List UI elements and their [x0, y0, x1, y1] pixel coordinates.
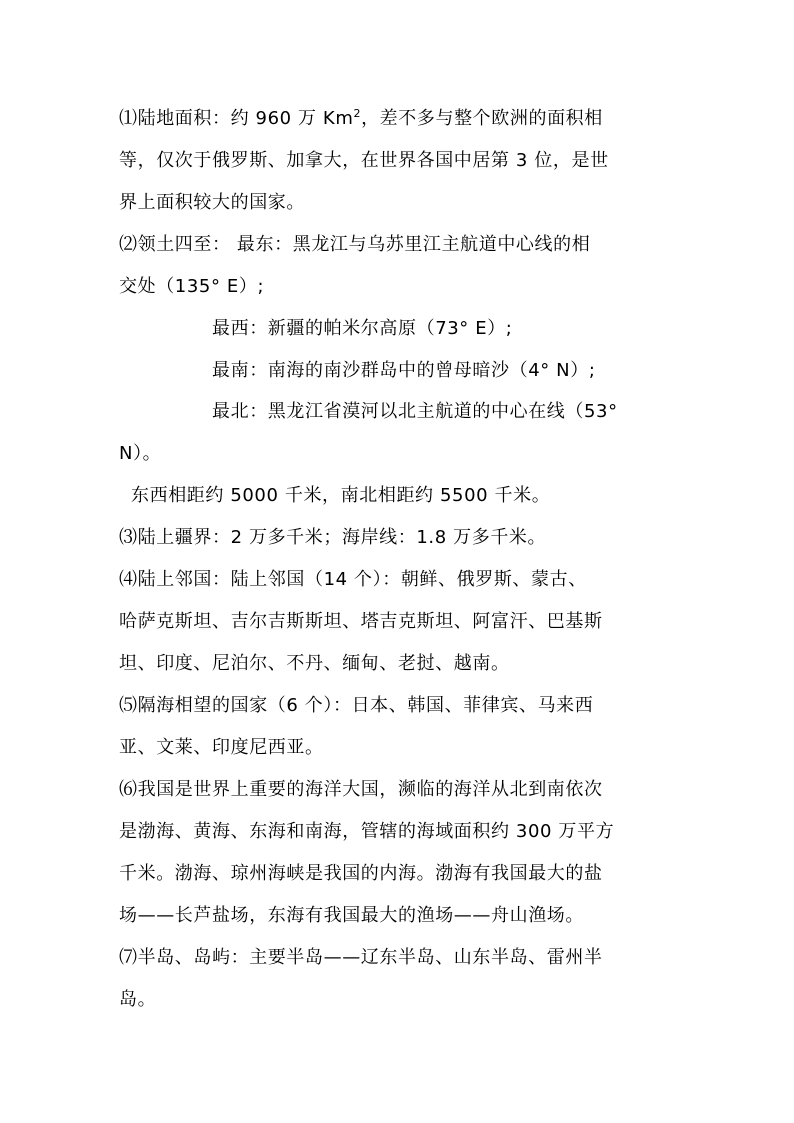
- p4-line-1: ⑷陆上邻国：陆上邻国（14 个）：朝鲜、俄罗斯、蒙古、: [119, 569, 587, 590]
- p6-line-1: ⑹我国是世界上重要的海洋大国，濒临的海洋从北到南依次: [119, 779, 603, 800]
- p6-line-2: 是渤海、黄海、东海和南海，管辖的海域面积约 300 万平方: [119, 821, 615, 842]
- p3-line-1: ⑶陆上疆界：2 万多千米；海岸线：1.8 万多千米。: [119, 527, 547, 548]
- p1-line-1-text-after: ，差不多与整个欧洲的面积相: [361, 108, 603, 129]
- p6-line-3: 千米。渤海、琼州海峡是我国的内海。渤海有我国最大的盐: [119, 863, 603, 884]
- p5-line-1: ⑸隔海相望的国家（6 个）：日本、韩国、菲律宾、马来西: [119, 695, 594, 716]
- p2-distance: 东西相距约 5000 千米，南北相距约 5500 千米。: [131, 485, 551, 506]
- p1-line-2: 等，仅次于俄罗斯、加拿大，在世界各国中居第 3 位，是世: [119, 150, 609, 171]
- p1-line-3: 界上面积较大的国家。: [119, 192, 305, 213]
- p7-line-2: 岛。: [119, 989, 157, 1010]
- p2-north-line-2: N）。: [119, 443, 162, 464]
- p2-west: 最西：新疆的帕米尔高原（73° E）;: [212, 318, 513, 339]
- p4-line-2: 哈萨克斯坦、吉尔吉斯斯坦、塔吉克斯坦、阿富汗、巴基斯: [119, 611, 603, 632]
- p5-line-2: 亚、文莱、印度尼西亚。: [119, 737, 324, 758]
- p7-line-1: ⑺半岛、岛屿：主要半岛——辽东半岛、山东半岛、雷州半: [119, 947, 603, 968]
- p2-north-line-1: 最北：黑龙江省漠河以北主航道的中心在线（53°: [212, 401, 618, 422]
- p6-line-4: 场——长芦盐场，东海有我国最大的渔场——舟山渔场。: [119, 905, 584, 926]
- p1-line-1-superscript: 2: [353, 107, 362, 120]
- p2-line-1: ⑵领土四至： 最东：黑龙江与乌苏里江主航道中心线的相: [119, 234, 591, 255]
- p2-south: 最南：南海的南沙群岛中的曾母暗沙（4° N）;: [212, 360, 596, 381]
- p2-line-2: 交处（135° E）;: [119, 276, 265, 297]
- p4-line-3: 坦、印度、尼泊尔、不丹、缅甸、老挝、越南。: [119, 653, 510, 674]
- p1-line-1-text: ⑴陆地面积：约 960 万 Km: [119, 108, 354, 129]
- p1-line-1: [119, 107, 603, 131]
